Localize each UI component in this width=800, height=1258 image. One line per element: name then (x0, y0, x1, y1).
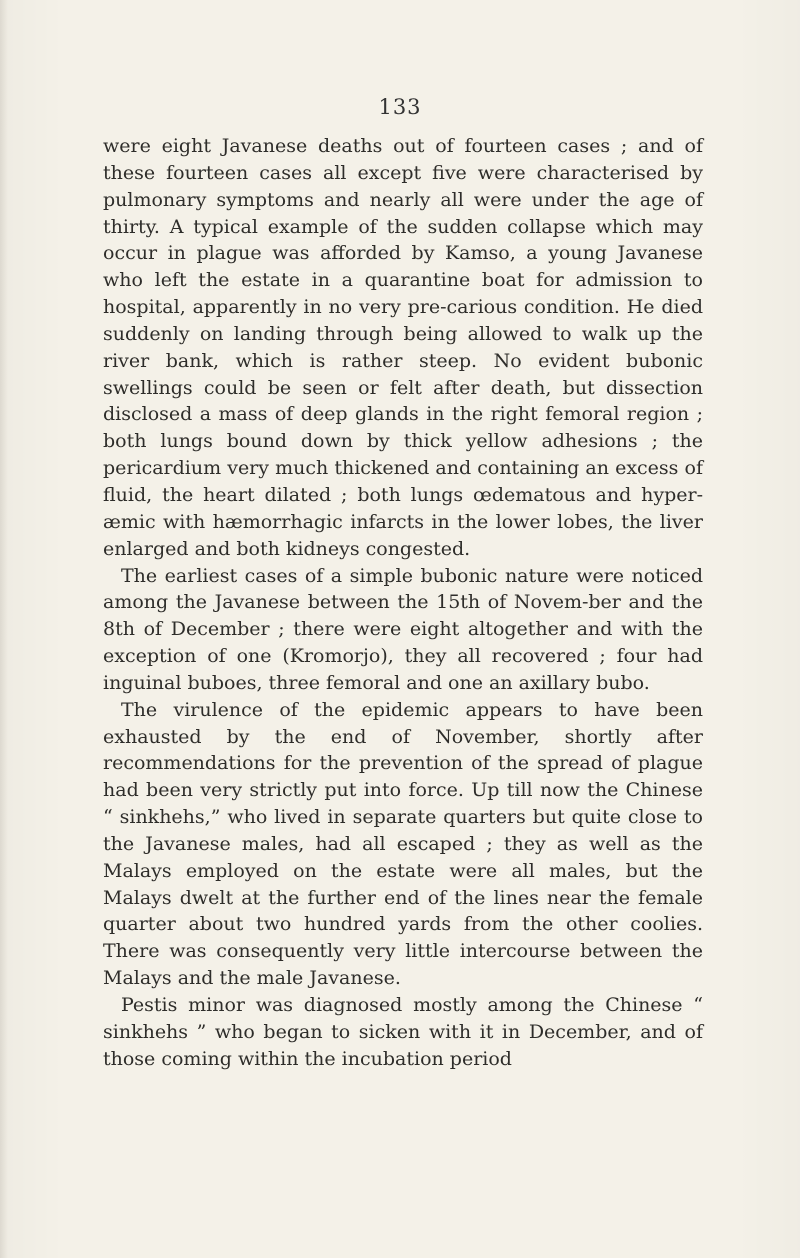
page-number: 133 (378, 95, 422, 119)
paragraph-pestis-minor: Pestis minor was diagnosed mostly among the Chinese “ sinkhehs ” who began to sicken with it in December, and of those coming within the incubation period (103, 994, 703, 1070)
paragraph-epidemic-virulence: The virulence of the epidemic appears to have been exhausted by the end of November, shortly after recommendations for the prevention of the spread of plague had been very strictly put into force. Up till now the Chinese “ sinkhehs,” who lived in separate quarters but quite close to the Javanese males, had all escaped ; they as well as the Malays employed on the estate were all males, but the Malays dwelt at the further end of the lines near the female quarter about two hundred yards from the other coolies. There was consequently very little intercourse between the Malays and the male Javanese. (103, 698, 703, 990)
paragraph-continuation: were eight Javanese deaths out of fourteen cases ; and of these fourteen cases all except five were characterised by pulmonary symptoms and nearly all were under the age of thirty. A typical example of the sudden collapse which may occur in plague was afforded by Kamso, a young Javanese who left the estate in a quarantine boat for admission to hospital, apparently in no very pre-carious condition. He died suddenly on landing through being allowed to walk up the river bank, which is rather steep. No evident bubonic swellings could be seen or felt after death, but dissection disclosed a mass of deep glands in the right femoral region ; both lungs bound down by thick yellow adhesions ; the pericardium very much thickened and containing an excess of fluid, the heart dilated ; both lungs œdematous and hyper-æmic with hæmorrhagic infarcts in the lower lobes, the liver enlarged and both kidneys congested. (103, 135, 703, 560)
page-edge-shadow (0, 0, 8, 1258)
body-text (103, 133, 703, 1073)
paragraph-earliest-cases: The earliest cases of a simple bubonic nature were noticed among the Javanese between the 15th of Novem-ber and the 8th of December ; there were eight altogether and with the exception of one (Kromorjo), they all recovered ; four had inguinal buboes, three femoral and one an axillary bubo. (103, 564, 703, 694)
